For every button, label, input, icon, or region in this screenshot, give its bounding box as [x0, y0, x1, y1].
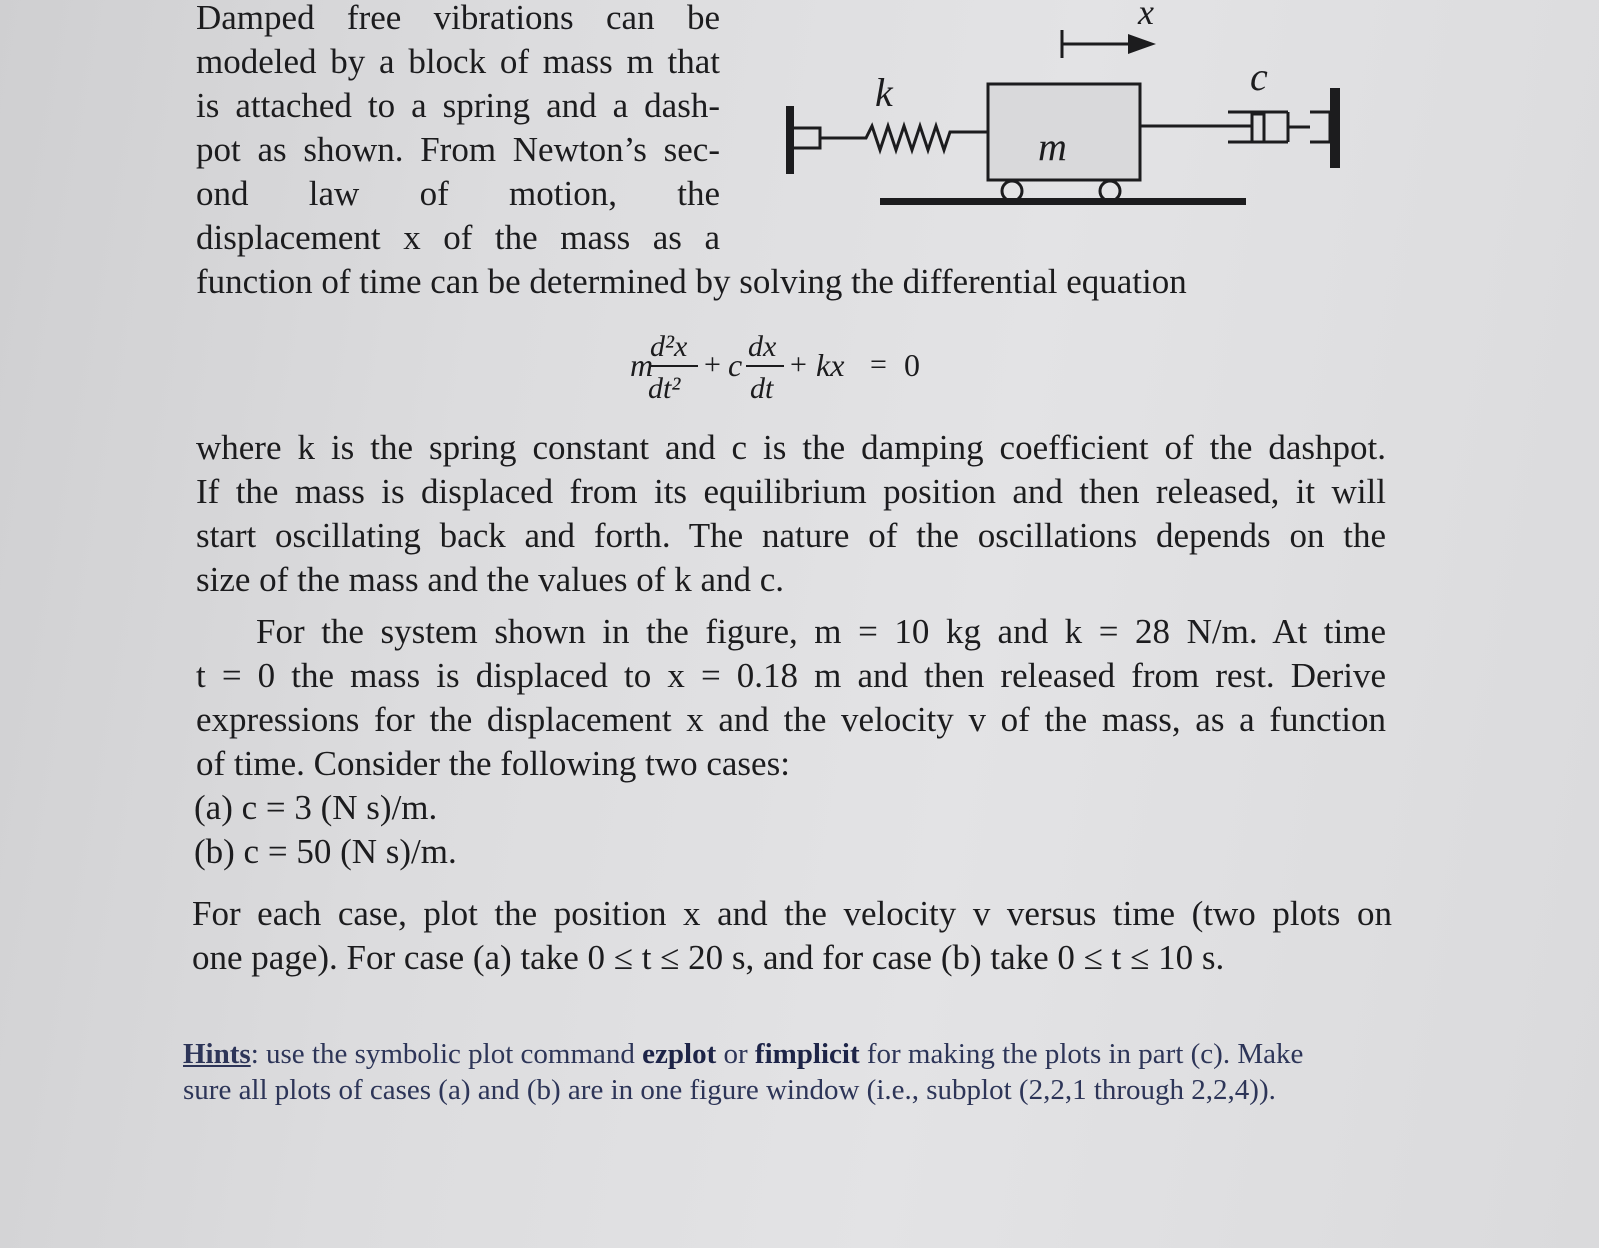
spring [820, 126, 990, 150]
eq-dt: dt [750, 372, 774, 405]
spring-mount [794, 128, 820, 148]
c-label: c [1250, 54, 1268, 99]
hints-label: Hints [183, 1038, 251, 1070]
right-wall [1330, 88, 1340, 168]
damper-mount [1310, 112, 1330, 142]
case-b: (b) c = 50 (N s)/m. [194, 832, 457, 871]
eq-zero: 0 [904, 347, 920, 383]
paragraph-2-line-1: For the system shown in the figure, m = 10 kg and k = 28 N/m. At time [256, 612, 1386, 651]
intro-line-2: modeled by a block of mass m that [196, 42, 720, 81]
eq-kx: kx [816, 347, 845, 383]
eq-dx: dx [748, 330, 777, 363]
paragraph-2-line-3: expressions for the displacement x and the velocity v of the mass, as a function [196, 700, 1386, 739]
hints-line-1 [183, 1036, 1413, 1072]
eq-equals: = [870, 348, 887, 381]
eq-c: c [728, 347, 743, 383]
paragraph-3-line-2: one page). For case (a) take 0 ≤ t ≤ 20 s, and for case (b) take 0 ≤ t ≤ 10 s. [192, 938, 1225, 977]
eq-dt2: dt² [648, 372, 681, 405]
paragraph-2-line-2: t = 0 the mass is displaced to x = 0.18 m and then released from rest. Derive [196, 656, 1386, 695]
eq-plus-2: + [790, 348, 807, 381]
damper-piston [1252, 114, 1264, 142]
intro-line-3: is attached to a spring and a dash- [196, 86, 720, 125]
x-label: x [1138, 0, 1154, 32]
intro-line-4: pot as shown. From Newton’s sec- [196, 130, 720, 169]
paragraph-2-line-4: of time. Consider the following two cases: [196, 744, 790, 783]
hints-line-2: sure all plots of cases (a) and (b) are in one figure window (i.e., subplot (2,2,1 through 2,2,4)). [183, 1074, 1276, 1106]
intro-line-1: Damped free vibrations can be [196, 0, 720, 37]
ground [880, 198, 1246, 205]
paragraph-3-line-1: For each case, plot the position x and the velocity v versus time (two plots on [192, 894, 1392, 933]
intro-line-7: function of time can be determined by solving the differential equation [196, 262, 1187, 301]
x-arrow-head [1128, 34, 1156, 54]
differential-equation [630, 330, 950, 410]
paragraph-1-line-2: If the mass is displaced from its equilibrium position and then released, it will [196, 472, 1386, 511]
m-label: m [1038, 124, 1067, 169]
mass-spring-damper-diagram [780, 0, 1400, 230]
ezplot-command: ezplot [642, 1038, 717, 1070]
fimplicit-command: fimplicit [754, 1038, 860, 1070]
k-label: k [875, 70, 893, 115]
case-a: (a) c = 3 (N s)/m. [194, 788, 438, 827]
eq-d2x: d²x [650, 330, 688, 363]
paragraph-1-line-4: size of the mass and the values of k and c. [196, 560, 785, 599]
intro-line-5: ond law of motion, the [196, 174, 720, 213]
left-wall [786, 106, 794, 174]
hints-text-1a: : use the symbolic plot command [250, 1038, 643, 1070]
hints-text-1b: or [716, 1038, 755, 1070]
eq-m: m [630, 347, 654, 383]
paragraph-1-line-3: start oscillating back and forth. The nature of the oscillations depends on the [196, 516, 1386, 555]
paragraph-1-line-1: where k is the spring constant and c is the damping coefficient of the dashpot. [196, 428, 1386, 467]
eq-plus-1: + [704, 348, 721, 381]
hints-text-1c: for making the plots in part (c). Make [859, 1038, 1304, 1070]
intro-line-6: displacement x of the mass as a [196, 218, 720, 257]
